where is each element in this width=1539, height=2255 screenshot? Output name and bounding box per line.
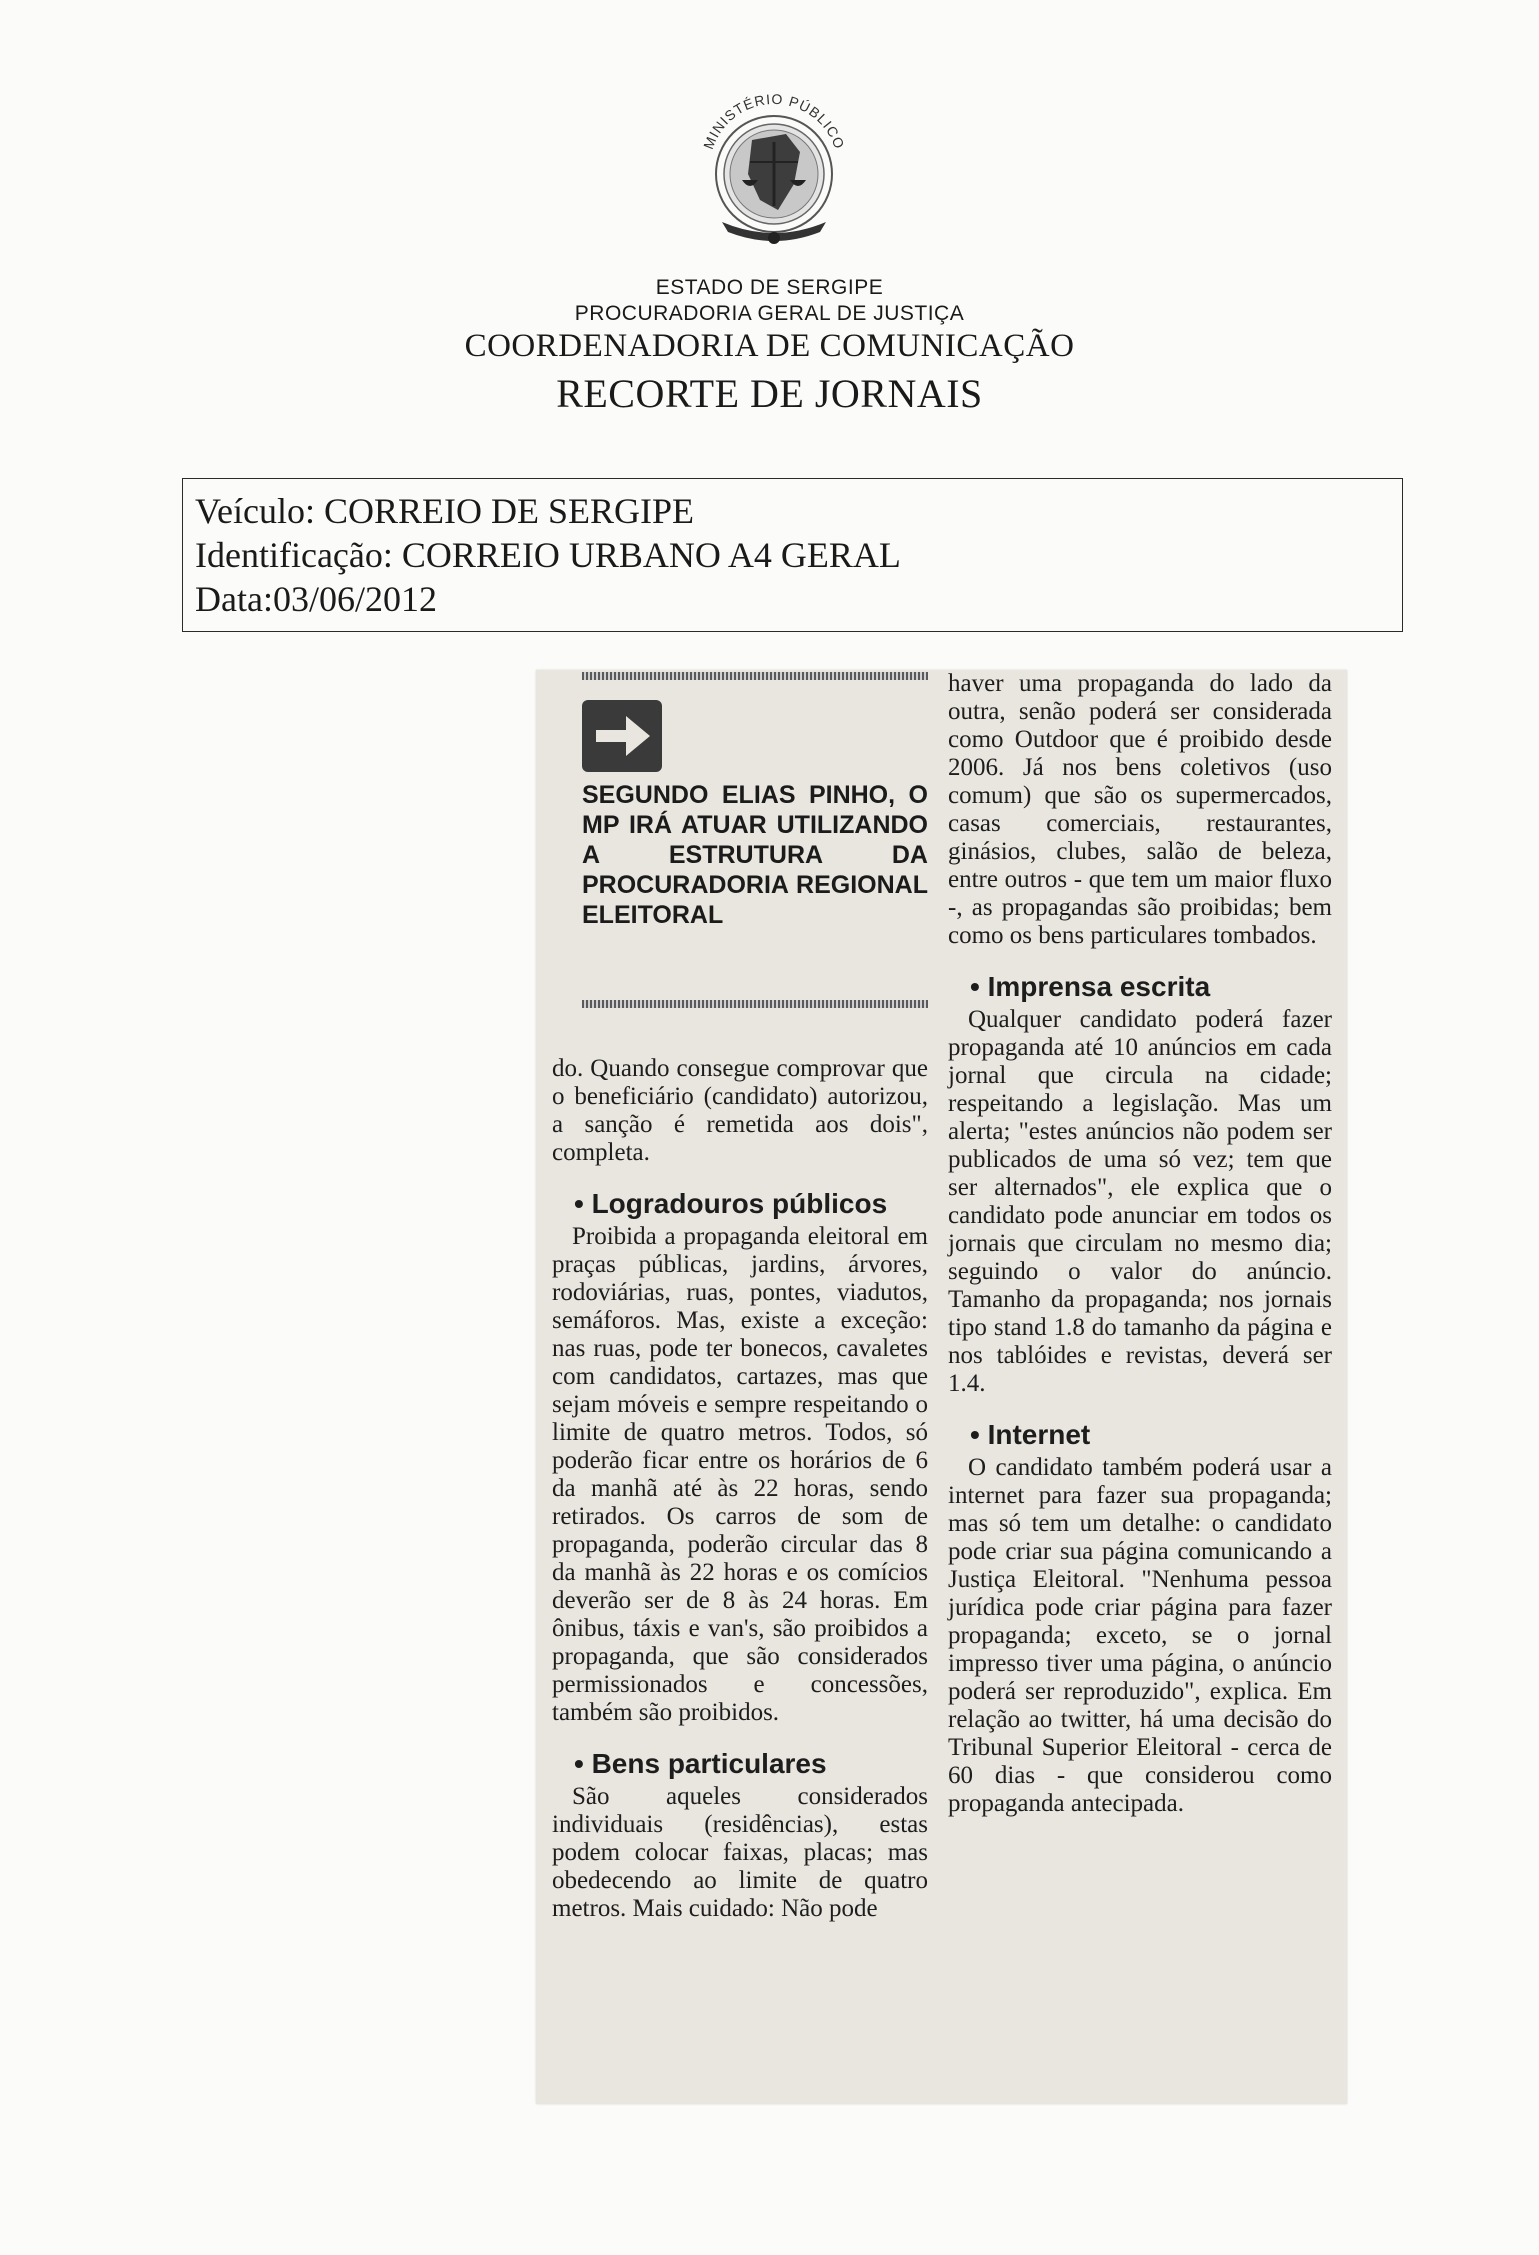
pull-quote-top-rule [582,672,928,680]
seal-text: MINISTÉRIO PÚBLICO [700,90,848,152]
section-title: RECORTE DE JORNAIS [556,371,983,416]
subheading-logradouros: • Logradouros públicos [574,1188,888,1219]
paragraph-imprensa-escrita: Qualquer candidato poderá fazer propaganda até 10 anúncios em cada jornal que circula na cidade; respeitando a legislação. Mas um alerta; "estes anúncios não podem ser publicados de uma só vez; tem que ser alternados", ele explica que o candidato pode anunciar em todos os jornais que circulam no mesmo dia; seguindo o valor do anúncio. Tamanho da propaganda; nos jornais tipo stand 1.8 do tamanho da página e nos tablóides e revistas, deverá ser 1.4. [948,1006,1332,1397]
paragraph-logradouros: Proibida a propaganda eleitoral em praças públicas, jardins, árvores, rodoviárias, ruas, pontes, viadutos, semáforos. Mas, existe a exceção: nas ruas, pode ter bonecos, cavaletes com candidatos, cartazes, mas que sejam móveis e sempre respeitando o limite de quatro metros. Todos, só poderão ficar entre os horários de 6 da manhã até às 22 horas, sendo retirados. Os carros de som de propaganda, poderão circular das 8 da manhã às 22 horas e os comícios deverão ser de 8 às 24 horas. Em ônibus, táxis e van's, são proibidos a propaganda, que são considerados permissionados e concessões, também são proibidos. [552,1223,928,1726]
paragraph-continuation-right: haver uma propaganda do lado da outra, senão poderá ser considerada como Outdoor que é proibido desde 2006. Já nos bens coletivos (uso comum) que são os supermercados, casas comerciais, restaurantes, ginásios, clubes, salão de beleza, entre outros - que tem um maior fluxo -, as propagandas são proibidas; bem como os bens particulares tombados. [948,670,1332,949]
office-heading: PROCURADORIA GERAL DE JUSTIÇA [574,302,965,325]
article-left-column [552,670,928,1923]
state-heading: ESTADO DE SERGIPE [655,276,884,299]
subheading-bens-particulares: • Bens particulares [574,1748,827,1779]
newspaper-clipping [536,670,1347,2104]
arrow-right-icon [582,700,662,772]
subheading-internet: • Internet [970,1419,1091,1450]
clipping-info-box [182,478,1403,632]
paragraph-internet: O candidato também poderá usar a internet para fazer sua propaganda; mas só tem um detalhe: o candidato pode criar sua página comunicando a Justiça Eleitoral. "Nenhuma pessoa jurídica pode criar página para fazer propaganda; exceto, se o jornal impresso tiver uma página, o anúncio poderá ser reproduzido", explica. Em relação ao twitter, há uma decisão do Tribunal Superior Eleitoral - cerca de 60 dias - que considerou como propaganda antecipada. [948,1454,1332,1817]
pull-quote-text: SEGUNDO ELIAS PINHO, O MP IRÁ ATUAR UTILIZANDO A ESTRUTURA DA PROCURADORIA REGIONAL ELEITORAL [582,781,928,929]
paragraph-bens-particulares: São aqueles considerados individuais (residências), estas podem colocar faixas, placas; mas obedecendo ao limite de quatro metros. Mais cuidado: Não pode [552,1783,928,1922]
pull-quote-box [582,670,928,1028]
article-right-column [948,670,1332,1818]
ministerio-publico-seal-logo [682,82,866,252]
paragraph-continuation: do. Quando consegue comprovar que o beneficiário (candidato) autorizou, a sanção é remetida aos dois", completa. [552,1055,928,1166]
vehicle-line: Veículo: CORREIO DE SERGIPE [195,491,694,531]
department-heading: COORDENADORIA DE COMUNICAÇÃO [464,328,1075,364]
pull-quote-bottom-rule [582,1000,928,1008]
subheading-imprensa-escrita: • Imprensa escrita [970,971,1211,1002]
identification-line: Identificação: CORREIO URBANO A4 GERAL [195,535,901,575]
date-line: Data:03/06/2012 [195,579,437,619]
